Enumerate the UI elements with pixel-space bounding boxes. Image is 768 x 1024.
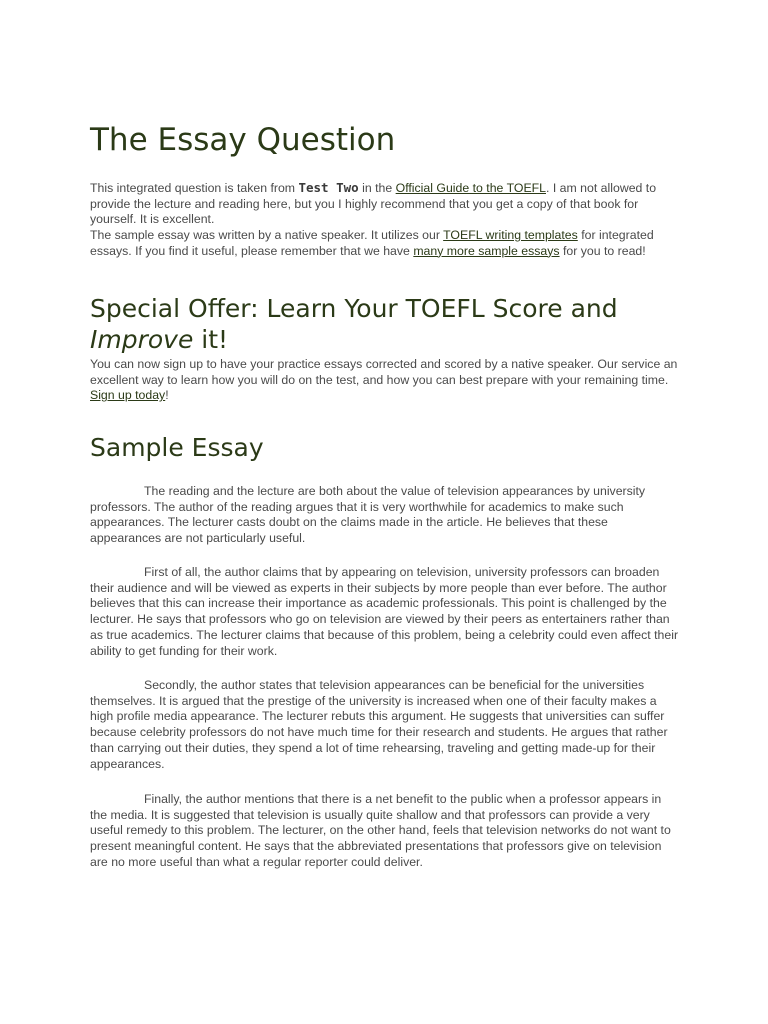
intro-text: The sample essay was written by a native speaker. It utilizes our bbox=[90, 228, 444, 242]
special-offer-heading bbox=[90, 293, 650, 355]
intro-text: in the bbox=[358, 181, 396, 195]
essay-paragraph-text: The reading and the lecture are both about the value of television appearances by university professors. The author of the reading argues that it is very worthwhile for academics to make such appearances. The lecturer casts doubt on the claims made in the article. He believes that these appearances are not particularly useful. bbox=[90, 484, 646, 546]
intro-text: . I am not allowed to provide the lecture and reading here, but you I highly recommend that you get a copy of that book for yourself. It is excellent. bbox=[90, 181, 657, 227]
toefl-writing-templates-link[interactable]: TOEFL writing templates bbox=[443, 228, 578, 242]
offer-heading-text: Special Offer: Learn Your TOEFL Score and bbox=[90, 294, 618, 323]
essay-paragraph-text: Finally, the author mentions that there is a net benefit to the public when a professor appears in the media. It is suggested that television is usually quite shallow and that professors can provide a very useful remedy to this problem. The lecturer, on the other hand, feels that television networks do not want to present meaningful content. He says that the abbreviated presentations that professors give on television are no more useful than what a regular reporter could deliver. bbox=[90, 792, 671, 869]
page-title: The Essay Question bbox=[90, 122, 396, 158]
special-offer-paragraph bbox=[90, 357, 680, 404]
essay-paragraph-text: Secondly, the author states that television appearances can be beneficial for the universities themselves. It is argued that the prestige of the university is increased when one of their faculty makes a high profile media appearance. The lecturer rebuts this argument. He suggests that universities can suffer because celebrity professors do not have much time for their research and students. He argues that rather than carrying out their duties, they spend a lot of time rehearsing, traveling and getting made-up for their appearances. bbox=[90, 678, 668, 771]
intro-text: for you to read! bbox=[559, 243, 646, 258]
essay-paragraph bbox=[90, 678, 680, 772]
intro-text: for integrated essays. If you find it useful, please remember that we have bbox=[90, 228, 654, 258]
offer-heading-text: it! bbox=[193, 325, 229, 354]
intro-text: This integrated question is taken from bbox=[90, 181, 299, 195]
intro-paragraph-1 bbox=[90, 180, 680, 228]
sign-up-link[interactable]: Sign up today bbox=[90, 388, 166, 403]
essay-paragraph-text: First of all, the author claims that by appearing on television, university professors can broaden their audience and will be viewed as experts in their subjects by more people than ever before. The author believes that this can increase their importance as academic professionals. This point is challenged by the lecturer. He says that professors who go on television are viewed by their peers as entertainers rather than as true academics. The lecturer claims that because of this problem, being a celebrity could even affect their ability to get funding for their work. bbox=[90, 565, 679, 658]
offer-text: You can now sign up to have your practice essays corrected and scored by a native speaker. Our service an excellent way to learn how you will do on the test, and how you can best prepare with your remaining time. bbox=[90, 357, 678, 387]
essay-paragraph bbox=[90, 792, 680, 871]
offer-heading-emphasis: Improve bbox=[90, 325, 194, 354]
intro-paragraph-2 bbox=[90, 228, 680, 259]
official-guide-link[interactable]: Official Guide to the TOEFL bbox=[395, 181, 546, 195]
offer-text: ! bbox=[165, 388, 169, 403]
test-two-label: Test Two bbox=[298, 180, 359, 195]
sample-essay-heading: Sample Essay bbox=[90, 433, 264, 462]
more-sample-essays-link[interactable]: many more sample essays bbox=[413, 243, 560, 258]
essay-paragraph bbox=[90, 484, 680, 547]
essay-paragraph bbox=[90, 565, 680, 659]
